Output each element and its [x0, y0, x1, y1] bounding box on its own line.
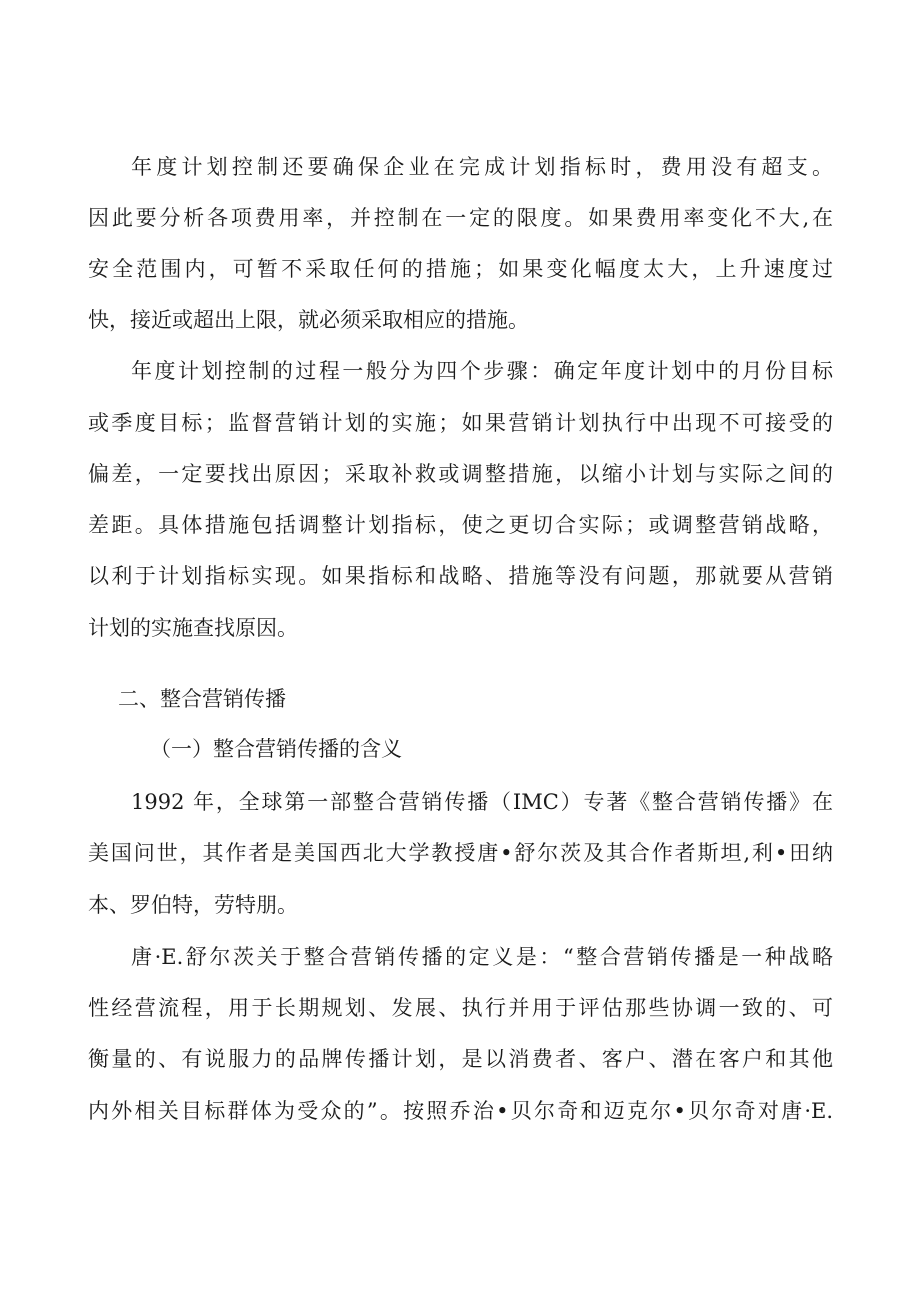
paragraph-1-line-3: 安全范围内，可暂不采取任何的措施；如果变化幅度太大，上升速度过 — [88, 257, 833, 281]
paragraph-2-line-3: 偏差，一定要找出原因；采取补救或调整措施，以缩小计划与实际之间的 — [88, 462, 833, 486]
paragraph-2-line-1: 年度计划控制的过程一般分为四个步骤：确定年度计划中的月份目标 — [131, 359, 833, 383]
section-heading: 二、整合营销传播 — [118, 687, 286, 711]
paragraph-4-line-4: 内外相关目标群体为受众的”。按照乔治•贝尔奇和迈克尔•贝尔奇对唐·E. — [88, 1099, 833, 1123]
subsection-heading: （一）整合营销传播的含义 — [150, 737, 402, 761]
paragraph-2-line-4: 差距。具体措施包括调整计划指标，使之更切合实际；或调整营销战略， — [88, 513, 833, 537]
paragraph-3-line-1: 1992 年，全球第一部整合营销传播（IMC）专著《整合营销传播》在 — [131, 790, 833, 814]
paragraph-4-line-2: 性经营流程，用于长期规划、发展、执行并用于评估那些协调一致的、可 — [88, 996, 833, 1020]
paragraph-2-line-6: 计划的实施查找原因。 — [88, 616, 298, 640]
paragraph-1-line-4: 快，接近或超出上限，就必须采取相应的措施。 — [88, 308, 529, 332]
paragraph-2-line-5: 以利于计划指标实现。如果指标和战略、措施等没有问题，那就要从营销 — [88, 564, 833, 588]
paragraph-4-line-1: 唐·E.舒尔茨关于整合营销传播的定义是：“整合营销传播是一种战略 — [131, 945, 833, 969]
paragraph-1-line-2: 因此要分析各项费用率，并控制在一定的限度。如果费用率变化不大,在 — [88, 206, 833, 230]
paragraph-4-line-3: 衡量的、有说服力的品牌传播计划，是以消费者、客户、潜在客户和其他 — [88, 1047, 833, 1071]
paragraph-2-line-2: 或季度目标；监督营销计划的实施；如果营销计划执行中出现不可接受的 — [88, 411, 833, 435]
paragraph-3-line-3: 本、罗伯特，劳特朋。 — [88, 893, 298, 917]
paragraph-3-line-2: 美国问世，其作者是美国西北大学教授唐•舒尔茨及其合作者斯坦,利•田纳 — [88, 841, 833, 865]
paragraph-1-line-1: 年度计划控制还要确保企业在完成计划指标时，费用没有超支。 — [131, 155, 833, 179]
